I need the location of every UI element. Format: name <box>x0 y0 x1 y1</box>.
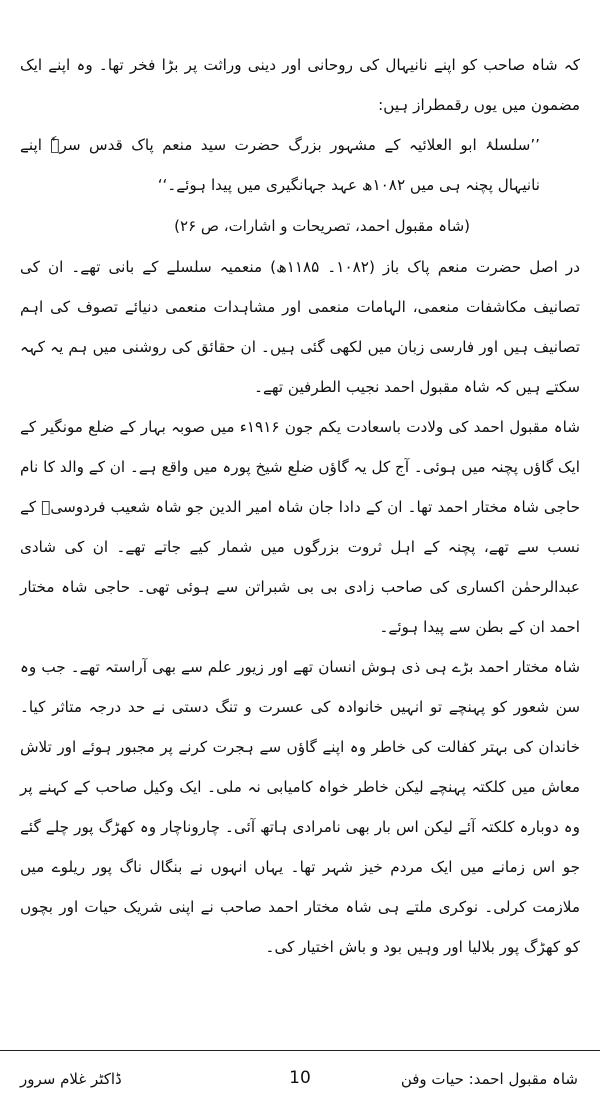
running-title: شاہ مقبول احمد: حیات وفن <box>400 1070 578 1088</box>
author-name: ڈاکٹر غلام سرور <box>20 1070 122 1088</box>
page-footer <box>0 1066 600 1096</box>
footer-rule <box>0 1050 600 1051</box>
page-number: 10 <box>289 1068 311 1088</box>
paragraph-birth: شاہ مقبول احمد کی ولادت باسعادت یکم جون ۱۹۱۶ء میں صوبہ بہار کے ضلع مونگیر کے ایک گاؤں پچنہ میں ہوئی۔ آج کل یہ گاؤں ضلع شیخ پورہ میں واقع ہے۔ ان کے والد کا نام حاجی شاہ مختار احمد تھا۔ ان کے دادا جان شاہ امیر الدین جو شاہ شعیب فردوسیؒ کے نسب سے تھے، پچنہ کے اہل ثروت بزرگوں میں شمار کیے جاتے تھے۔ ان کی شادی عبدالرحمٰن اکساری کی صاحب زادی بی بی شبراتن سے ہوئی تھی۔ حاجی شاہ مختار احمد ان کے بطن سے پیدا ہوئے۔ <box>20 418 580 636</box>
paragraph-munim-pak: در اصل حضرت منعم پاک باز (۱۰۸۲۔ ۱۱۸۵ھ) منعمیہ سلسلے کے بانی تھے۔ ان کی تصانیف مکاشفات منعمی، الہامات منعمی اور مشاہدات منعمی دنیائے تصوف کی اہم تصانیف ہیں اور فارسی زبان میں لکھی گئی ہیں۔ ان حقائق کی روشنی میں ہم یہ کہہ سکتے ہیں کہ شاہ مقبول احمد نجیب الطرفین تھے۔ <box>20 258 580 396</box>
paragraph-father: شاہ مختار احمد بڑے ہی ذی ہوش انسان تھے اور زیور علم سے بھی آراستہ تھے۔ جب وہ سن شعور کو پہنچے تو انہیں خانوادہ کی عسرت و تنگ دستی نے حد درجہ متاثر کیا۔ خاندان کی بہتر کفالت کی خاطر وہ اپنے گاؤں سے ہجرت کرنے پر مجبور ہوئے اور تلاش معاش میں کلکتہ پہنچے لیکن خاطر خواہ کامیابی نہ ملی۔ ایک وکیل صاحب کے کہنے پر وہ دوبارہ کلکتہ آئے لیکن اس بار بھی نامرادی ہاتھ آئی۔ چاروناچار وہ کھڑگ پور چلے گئے جو اس زمانے میں ایک مردم خیز شہر تھا۔ یہاں انہوں نے بنگال ناگ پور ریلوے میں ملازمت کرلی۔ نوکری ملتے ہی شاہ مختار احمد صاحب نے اپنی شریک حیات اور بچوں کو کھڑگ پور بلالیا اور وہیں بود و باش اختیار کی۔ <box>20 658 580 956</box>
body-text <box>20 45 580 967</box>
quote-citation: (شاہ مقبول احمد، تصریحات و اشارات، ص ۲۶) <box>174 217 470 235</box>
block-quote: ’’سلسلۂ ابو العلائیہ کے مشہور بزرگ حضرت سید منعم پاک قدس سرہٗ اپنے نانیہال پچنہ ہی میں ۱۰۸۲ھ عہد جہانگیری میں پیدا ہوئے۔‘‘ <box>20 136 540 194</box>
paragraph-intro: کہ شاہ صاحب کو اپنے نانیہال کی روحانی اور دینی وراثت پر بڑا فخر تھا۔ وہ اپنے ایک مضمون میں یوں رقمطراز ہیں: <box>20 56 580 114</box>
